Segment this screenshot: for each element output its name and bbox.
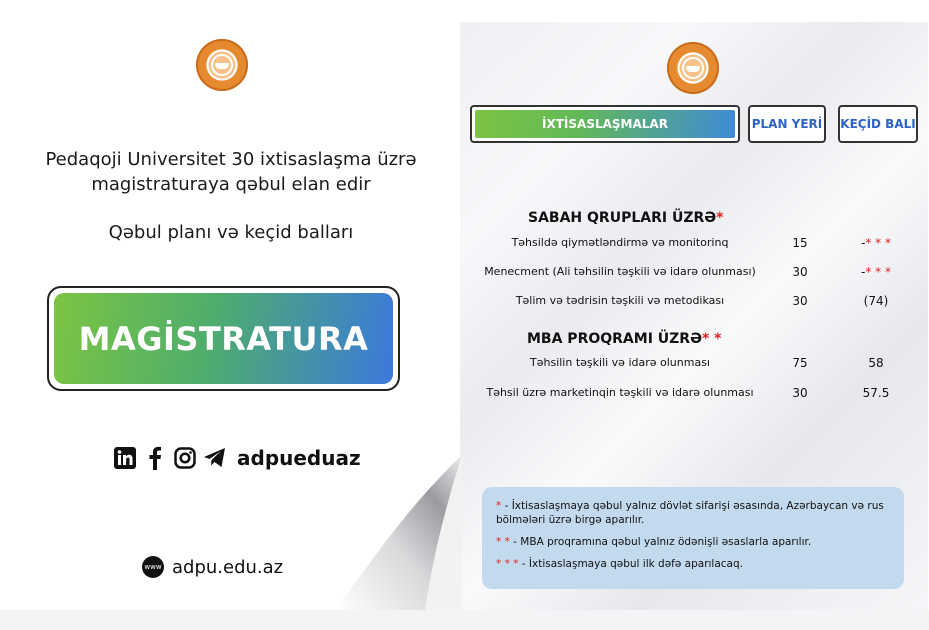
row-plan: 30: [792, 294, 808, 308]
row-plan: 30: [792, 265, 808, 279]
subheading: Qəbul planı və keçid balları: [108, 222, 354, 243]
social-links: [113, 443, 361, 473]
www-icon: www: [142, 556, 164, 578]
linkedin-icon[interactable]: [113, 446, 137, 470]
website-text[interactable]: adpu.edu.az: [172, 556, 284, 578]
section-stars: * *: [701, 331, 722, 347]
section-title-morning: SABAH QRUPLARI ÜZRƏ*: [528, 210, 724, 226]
row-plan: 15: [792, 236, 808, 250]
note-item: * * * - İxtisaslaşmaya qəbul ilk dəfə aparılacaq.: [496, 558, 743, 570]
magistratura-badge-text: MAGİSTRATURA: [54, 293, 393, 384]
table-row: [470, 386, 920, 406]
instagram-icon[interactable]: [173, 446, 197, 470]
score-header-button[interactable]: KEÇİD BALI: [838, 105, 918, 143]
plan-header-button[interactable]: PLAN YERİ: [748, 105, 826, 143]
telegram-icon[interactable]: [203, 446, 227, 470]
table-row: [470, 356, 920, 376]
notes-box: [482, 487, 904, 589]
section-stars: *: [716, 210, 724, 226]
table-row: [470, 294, 920, 314]
row-score: -* * *: [861, 236, 891, 250]
headline-line1: Pedaqoji Universitet 30 ixtisaslaşma üzrə: [45, 149, 417, 170]
university-logo: [196, 39, 248, 91]
university-logo-right: [667, 42, 719, 94]
row-name: Təhsil üzrə marketinqin təşkili və idarə olunması: [486, 386, 754, 399]
note-item: * * - MBA proqramına qəbul yalnız ödənişli əsaslarla aparılır.: [496, 536, 812, 548]
row-name: Təhsildə qiymətləndirmə və monitorinq: [511, 236, 729, 249]
headline-line2: magistraturaya qəbul elan edir: [91, 174, 371, 195]
row-plan: 30: [792, 386, 808, 400]
row-score: 57.5: [862, 386, 890, 400]
table-row: [470, 236, 920, 256]
social-handle[interactable]: adpueduaz: [237, 446, 361, 470]
facebook-icon[interactable]: [143, 446, 167, 470]
magistratura-badge: [47, 286, 400, 391]
row-name: Təhsilin təşkili və idarə olunması: [530, 356, 710, 369]
row-score: (74): [863, 294, 889, 308]
table-row: [470, 265, 920, 285]
page-curl: [330, 455, 465, 610]
note-item: * - İxtisaslaşmaya qəbul yalnız dövlət sifarişi əsasında, Azərbaycan və rus bölmələri üzrə birgə aparılır.: [496, 500, 884, 526]
row-plan: 75: [792, 356, 808, 370]
section-title-mba: MBA PROQRAMI ÜZRƏ* *: [527, 331, 722, 347]
website-link[interactable]: [142, 556, 283, 578]
bottom-strip: [0, 610, 929, 630]
specialties-header-button[interactable]: [470, 105, 740, 143]
row-name: Menecment (Ali təhsilin təşkili və idarə olunması): [484, 265, 756, 278]
row-score: 58: [868, 356, 884, 370]
row-score: -* * *: [861, 265, 891, 279]
specialties-header-label: İXTİSASLAŞMALAR: [475, 110, 735, 138]
row-name: Təlim və tədrisin təşkili və metodikası: [515, 294, 725, 307]
